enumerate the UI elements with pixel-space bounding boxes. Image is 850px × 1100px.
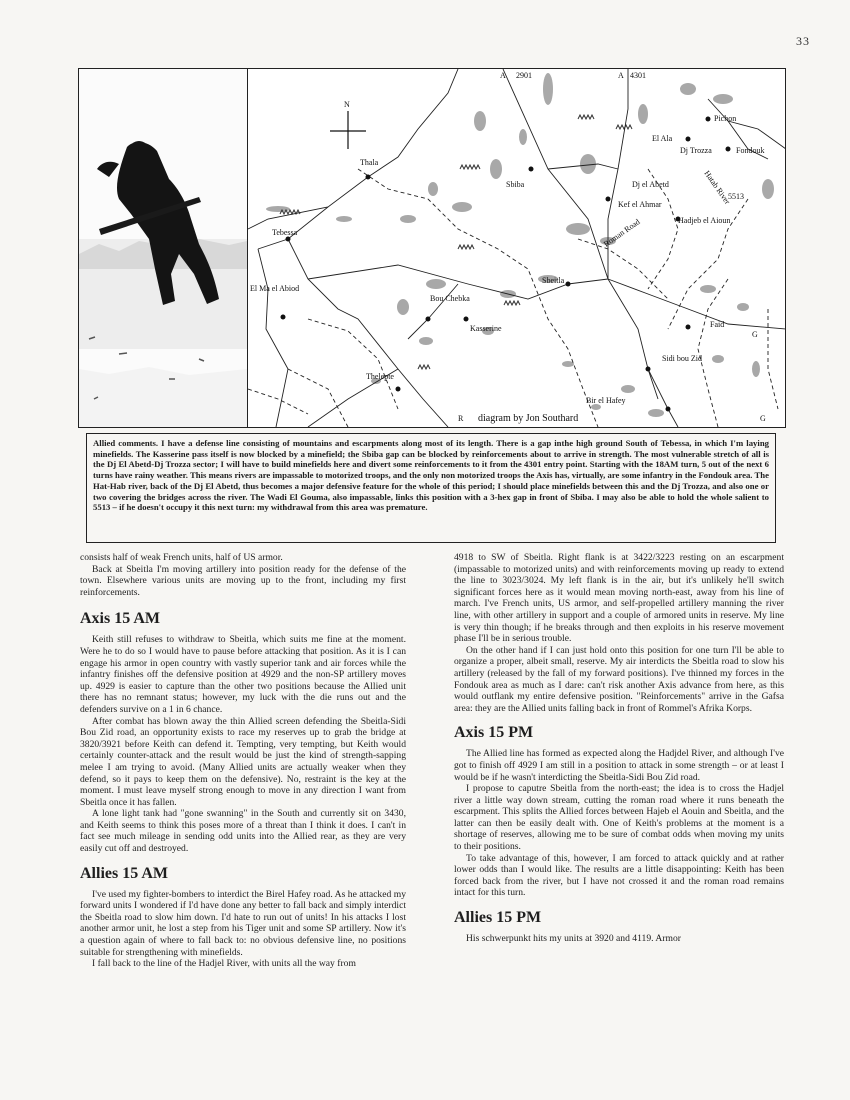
map-grid-label: A — [500, 71, 506, 80]
paragraph: After combat has blown away the thin Allied screen defending the Sbeitla-Sidi Bou Zid road, an opportunity exists to race my reserves up to grab the bridge at 3820/3921 before Keith can defend it. Tempting, very tempting, but Keith would certainly counter-attack and the result would be just the kind of strength-sapping melee I am trying to avoid. (Many Allied units are actually weaker when they defend, so it pays to keep them on the defensive). No, restraint is the key at the moment. I must leave myself strong enough to move in any direction I want from Sbeitla once it has fallen. — [80, 715, 406, 808]
place-label: Sbiba — [506, 180, 525, 189]
map-diagram — [247, 69, 786, 427]
paragraph: His schwerpunkt hits my units at 3920 and 4119. Armor — [466, 933, 681, 945]
caption-text: Allied comments. I have a defense line consisting of mountains and escarpments along most of its length. There is a gap inthe high ground South of Tebessa, in which I'm laying minefields. The Kasserine pass itself is now blocked by a minefield; the Sbiba gap can be blocked by reinforcements about to arrive in strength. The most vulnerable stretch of all is the Dj El Abetd-Dj Trozza sector; I will have to build minefields here and divert some reinforcements to it from the 4301 entry point. Starting with the 18AM turn, 5 out of the next 6 turns have rainy weather. This means rivers are impassable to motorized troops, and the only non motorized troops the Axis has, virtually, are some infantry in the Fondouk area. The Hat-Hab river, back of the Dj El Abetd, thus becomes a major defensive feature for the whole of this period; I should place minefields between this and the Dj Trozza, and also one or two covering the bridges across the river. The Wadi El Gouma, also impassable, links this position with a 3-hex gap in front of Sbiba. I may also be able to hold the whole salient to 5513 – if he doesn't occupy it this next turn: my withdrawal from this area was premature. — [93, 438, 769, 513]
paragraph: Keith still refuses to withdraw to Sbeitla, which suits me fine at the moment. Were he to do so I would have to pause before attacking that position. As it is I can engage his armor in open country with vastly superior tank and air forces while the infantry finishes off the defensive position at 4929 and the non-SP artillery moves up. 4929 is easier to capture than the other two positions because the Allied unit there has no remnant status; however, my luck with the die runs out and the defenders survive on a 1 in 6 chance. — [80, 634, 406, 715]
paragraph: On the other hand if I can just hold onto this position for one turn I'll be able to organize a proper, albeit small, reserve. My air interdicts the Sbeitla road to slow his artillery (released by the fall of my forward positions). I've thinned my forces in the Fondouk area as much as I dare: can't risk another Axis advance from here, as this would outflank my entire defensive position. "Reinforcements" arrive in the Gafsa area: they are the Allied units falling back in front of Rommel's Afrika Korps. — [454, 644, 784, 714]
map-grid-label: G — [752, 330, 758, 339]
allied-comments-caption — [86, 433, 776, 543]
place-label: Dj el Abetd — [632, 180, 669, 189]
map-credit: diagram by Jon Southard — [478, 413, 579, 424]
paragraph: I've used my fighter-bombers to interdict the Birel Hafey road. As he attacked my forward units I wondered if I'd have done any better to fall back and simply interdict the Sbeitla road to slow him down. I'd hate to run out of units! In his attacks I lost another armor unit, he lost a step from his Tiger unit and some SP artillery. Now it's a question again of where to fall back to: no obvious defensive line, no positions suitable for strengthening with minefields. — [80, 888, 406, 958]
map-grid-label: 4301 — [630, 71, 646, 80]
place-label: El Ma el Abiod — [250, 284, 300, 293]
place-label: Thelepte — [366, 372, 394, 381]
place-label: Pichon — [714, 114, 737, 123]
page-number: 33 — [796, 34, 810, 48]
paragraph: Back at Sbeitla I'm moving artillery into position ready for the defense of the town. Elsewhere various units are moving up to the front, including my first reinforcements. — [80, 563, 406, 598]
place-label: Hatab River — [702, 168, 733, 206]
place-label: Bir el Hafey — [586, 396, 626, 405]
place-label: Bou Chebka — [430, 294, 470, 303]
place-label: Sbeitla — [542, 276, 565, 285]
map-grid-label: G — [760, 414, 766, 423]
place-label: Dj Trozza — [680, 146, 712, 155]
place-label: Kasserine — [470, 324, 502, 333]
place-label: Tebessa — [272, 228, 298, 237]
place-label: Roman Road — [601, 217, 642, 249]
paragraph: 4918 to SW of Sbeitla. Right flank is at 3422/3223 resting on an escarpment (impassable to motorized units) and with reinforcements moving up ready to extend the line to 3023/3024. My left flank is in the air, but it's unlikely he'll switch significant forces here as it would mean moving north-east, away from his line of march. I've French units, US armor, and self-propelled artillery manning the river line, with other artillery in support and a couple of armored units in reserve. My line is very thin though; if he breaks through and then exploits in his reserve movement phase I'll be in serious trouble. — [454, 552, 784, 645]
map-grid-label: A — [618, 71, 624, 80]
compass-label: N — [344, 100, 350, 109]
left-column — [80, 552, 406, 970]
place-label: Faid — [710, 320, 725, 329]
right-column — [454, 552, 784, 945]
place-label: Fondouk — [736, 146, 765, 155]
section-heading: Allies 15 AM — [80, 864, 168, 882]
paragraph: I propose to caputre Sbeitla from the north-east; the idea is to cross the Hadjel river a little way down stream, cutting the roman road where it runs beneath the escarpment. This splits the Allied forces between Hajeb el Aouin and Sbeitla, and the latter can then be easily dealt with. One of Keith's problems at the moment is a shortage of reserves, allowing me to be sure of combat odds when moving my units to their positions. — [454, 783, 784, 853]
figure — [78, 68, 786, 428]
map-grid-label: R — [458, 414, 464, 423]
soldier-photo — [79, 69, 247, 427]
place-label: Kef el Ahmar — [618, 200, 662, 209]
paragraph: The Allied line has formed as expected along the Hadjdel River, and although I've got to finish off 4929 I am still in a position to attack in some strength – or at least I would be if he wasn't interdicting the Sbeitla-Sidi Bou Zid road. — [454, 748, 784, 783]
section-heading: Axis 15 PM — [454, 724, 534, 742]
paragraph: To take advantage of this, however, I am forced to attack quickly and at rather lower odds than I would like. The results are a little disappointing: Keith has been forced back from the river, but I have not crossed it and the roman road remains intact for this turn. — [454, 852, 784, 899]
place-label: Thala — [360, 158, 379, 167]
paragraph: A lone light tank had "gone swanning" in the South and currently sit on 3430, and Keith seems to think this poses more of a threat than I think it does. I can't in fact see much mileage in sending odd units into the Allied rear, as they are very easily cut off and destroyed. — [80, 808, 406, 855]
place-label: El Ala — [652, 134, 673, 143]
section-heading: Axis 15 AM — [80, 610, 160, 628]
place-label: Hadjeb el Aioun — [678, 216, 731, 225]
place-label: Sidi bou Zid — [662, 354, 703, 363]
paragraph: I fall back to the line of the Hadjel River, with units all the way from — [92, 958, 356, 970]
paragraph: consists half of weak French units, half of US armor. — [80, 552, 283, 563]
map-grid-label: 2901 — [516, 71, 532, 80]
place-label: 5513 — [728, 192, 744, 201]
section-heading: Allies 15 PM — [454, 909, 542, 927]
